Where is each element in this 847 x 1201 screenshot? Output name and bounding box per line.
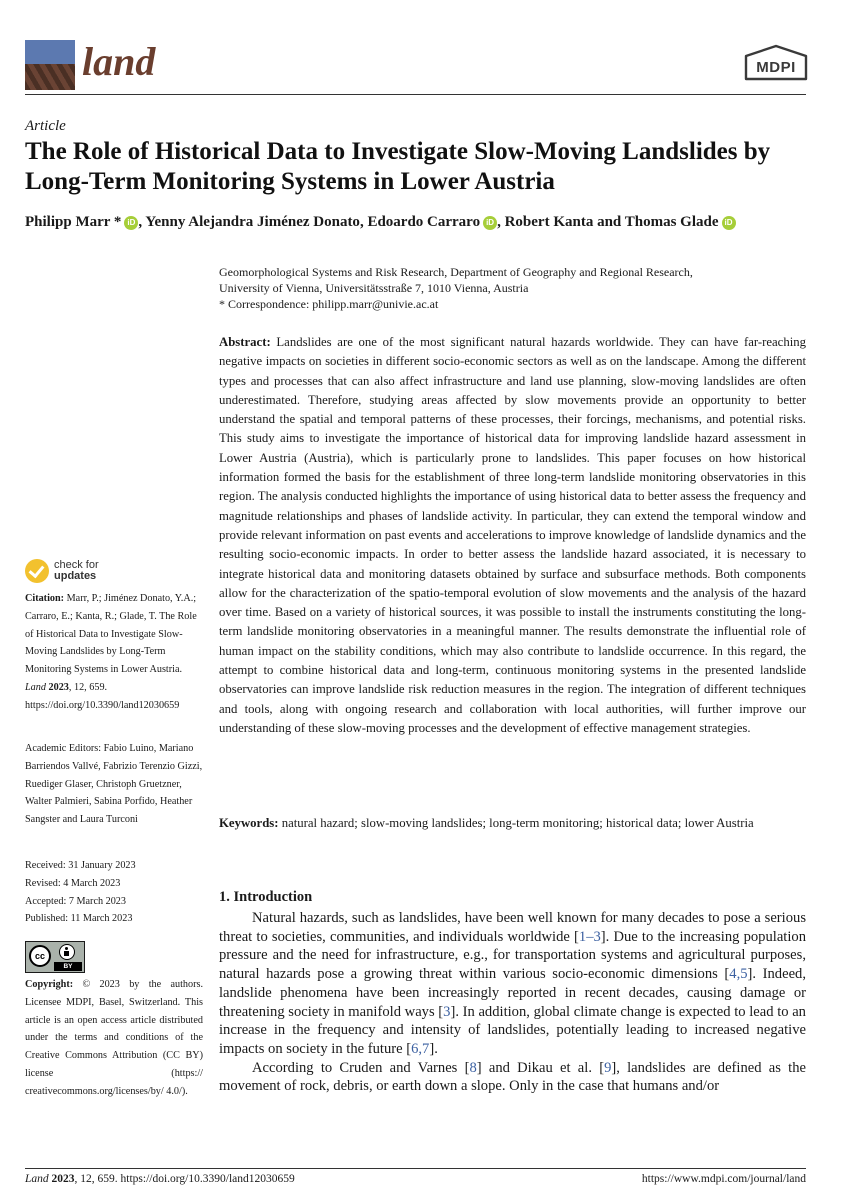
date-received: Received: 31 January 2023 — [25, 860, 136, 871]
check-icon — [25, 559, 49, 583]
attribution-icon — [59, 944, 75, 960]
text-run: ]. In addition, global climate change is expected to lead to an increase in the frequency and intensity of landslides, potentially leading to increased negative impacts on society in the future [ — [219, 1003, 806, 1057]
footer-divider — [25, 1168, 806, 1169]
abstract-text: Landslides are one of the most significant natural hazards worldwide. They can have far-reaching negative impacts on societies in different socio-economic sectors as well as on the landscape. Among the different types and processes that can also affect infrastructure and land use planning, slow-moving landslides are often underestimated. Therefore, studying areas affected by slow movements provide an opportunity to better understand the spatial and temporal patterns of these processes, their forcings, mechanisms, and potential risks. This study aims to investigate the importance of historical data for improving landslide hazard assessment in Lower Austria (Austria), which is particularly prone to landslides. This paper focuses on how historical information formed the basis for the establishment of three long-term landslide monitoring observatories in this region. The analysis conducted highlights the importance of using historical data to better assess the frequency and magnitude relationships and phases of landslide activity. In particular, they can extend the temporal window and provide relevant information on past events and accelerations to improve knowledge of landslide dynamics and the resulting socio-economic impacts. In order to better assess the landslide hazard associated, it is necessary to integrate historical data and monitoring datasets obtained by surface and subsurface methods. Both components allow for the characterization of the spatio-temporal evolution of slow movements and the analysis of the hazard over time. Based on a variety of historical sources, it was possible to install the instruments constituting the long-term landslide monitoring observatories in a meaningful manner. The results demonstrate the influential role of human impact on the stability conditions, which may also contribute to landslide occurrence. In this regard, the attempt to combine historical data and long-term, continuous monitoring systems in the presented landslide observatories can improve landslide risk reduction measures in the region. The integration of different techniques and tools, along with ongoing research and collaboration with local authorities, will further improve our understanding of these slow-moving processes and the development of effective management strategies. — [219, 335, 807, 735]
date-revised: Revised: 4 March 2023 — [25, 877, 121, 889]
author-name: Philipp Marr — [25, 214, 111, 230]
academic-editors: Academic Editors: Fabio Luino, Mariano Barriendos Vallvé, Fabrizio Terenzio Gizzi, Ruediger Glaser, Christoph Gruetzner, Walter Palmieri, Sabina Porfido, Heather Sangster and Laura Turconi — [25, 743, 203, 826]
footer-journal: Land — [25, 1173, 49, 1185]
publication-dates — [25, 857, 203, 928]
date-published: Published: 11 March 2023 — [25, 913, 133, 925]
citation-link[interactable]: 9 — [604, 1059, 612, 1076]
author-separator: , — [497, 214, 505, 230]
journal-name: land — [82, 39, 156, 84]
affiliation-line: Geomorphological Systems and Risk Research, Department of Geography and Regional Research, — [219, 265, 693, 279]
text-run: ], landslides are defined as the movement of rock, debris, or earth down a slope. Only in the case that humans and/or — [219, 1059, 806, 1095]
affiliation — [219, 264, 809, 312]
author-separator: , — [138, 214, 146, 230]
journal-logo — [25, 40, 75, 90]
footer-citation — [25, 1173, 295, 1185]
citation-link[interactable]: 8 — [469, 1059, 477, 1076]
orcid-icon[interactable]: iD — [483, 216, 497, 230]
article-type: Article — [25, 118, 66, 134]
citation-link[interactable]: 3 — [443, 1003, 451, 1020]
text-run: ]. Indeed, landslide phenomena have been increasingly reported in recent decades, causing damage or threatening society in manifold ways [ — [219, 966, 807, 1020]
journal-logo-field — [25, 64, 75, 90]
author-name: Robert Kanta — [504, 214, 594, 230]
keywords-label: Keywords: — [219, 816, 279, 830]
journal-logo-sky — [25, 40, 75, 64]
citation-doi[interactable]: , 12, 659. https://doi.org/10.3390/land12030659 — [25, 681, 180, 711]
citation-text: Marr, P.; Jiménez Donato, Y.A.; Carraro, E.; Kanta, R.; Glade, T. The Role of Historical Data to Investigate Slow-Moving Landslides by Long-Term Monitoring Systems in Lower Austria. — [25, 593, 197, 676]
cc-icon: cc — [29, 945, 51, 967]
text-run: Natural hazards, such as landslides, have been well known for many decades to pose a serious threat to societies, communities, and individuals worldwide [ — [219, 910, 806, 945]
author-separator: and — [593, 214, 625, 230]
abstract — [219, 333, 806, 738]
citation — [25, 590, 203, 715]
intro-paragraph — [219, 1059, 806, 1096]
abstract-label: Abstract: — [219, 335, 271, 349]
orcid-icon[interactable]: iD — [722, 216, 736, 230]
citation-link[interactable]: 4,5 — [729, 966, 748, 983]
citation-link[interactable]: 6,7 — [411, 1040, 430, 1057]
citation-journal: Land — [25, 681, 46, 693]
text-run: ]. — [429, 1040, 438, 1057]
text-run: According to Cruden and Varnes [ — [252, 1059, 470, 1076]
author-list — [25, 212, 815, 232]
footer-doi[interactable]: , 12, 659. https://doi.org/10.3390/land12030659 — [74, 1173, 295, 1185]
article-title: The Role of Historical Data to Investigate Slow-Moving Landslides by Long-Term Monitoring Systems in Lower Austria — [25, 138, 771, 195]
by-label: BY — [54, 962, 82, 971]
citation-link[interactable]: 1–3 — [578, 928, 601, 945]
intro-paragraph — [219, 909, 806, 1059]
copyright-label: Copyright: — [25, 979, 74, 990]
correspondence-line: * Correspondence: philipp.marr@univie.ac.at — [219, 297, 439, 311]
check-for-updates-badge[interactable] — [25, 559, 135, 585]
author-name: Thomas Glade — [624, 214, 719, 230]
section-heading: 1. Introduction — [219, 889, 313, 905]
check-updates-label: check for — [54, 559, 99, 571]
citation-label: Citation: — [25, 593, 65, 604]
text-run: ] and Dikau et al. [ — [476, 1059, 605, 1076]
author-name: Edoardo Carraro — [367, 214, 481, 230]
author-separator: , — [359, 214, 368, 230]
corresponding-marker: * — [110, 214, 122, 230]
footer-year: 2023 — [51, 1173, 75, 1185]
orcid-icon[interactable]: iD — [124, 216, 138, 230]
copyright-text: © 2023 by the authors. Licensee MDPI, Basel, Switzerland. This article is an open access article distributed under the terms and conditions of the Creative Commons Attribution (CC BY) license (https:// creativecommons.org/licenses/by/ 4.0/). — [25, 979, 203, 1097]
introduction-body — [219, 909, 806, 1096]
header-divider — [25, 94, 806, 95]
cc-by-license-badge[interactable] — [25, 941, 85, 973]
keywords-text: natural hazard; slow-moving landslides; long-term monitoring; historical data; lower Austria — [281, 816, 754, 830]
footer-journal-url[interactable]: https://www.mdpi.com/journal/land — [641, 1173, 806, 1185]
keywords — [219, 814, 806, 833]
copyright-notice — [25, 976, 203, 1101]
date-accepted: Accepted: 7 March 2023 — [25, 895, 126, 907]
mdpi-logo-text: MDPI — [756, 59, 796, 76]
citation-year: 2023 — [48, 681, 69, 693]
mdpi-logo — [743, 44, 809, 80]
affiliation-line: University of Vienna, Universitätsstraße 7, 1010 Vienna, Austria — [219, 281, 529, 295]
check-updates-label-bold: updates — [54, 570, 97, 582]
author-name: Yenny Alejandra Jiménez Donato — [145, 214, 360, 230]
text-run: ]. Due to the increasing population pressure and the need for infrastructure, e.g., for transportation systems and agricultural purposes, natural hazards pose a growing threat within various socio-economic dimensions [ — [219, 928, 807, 983]
